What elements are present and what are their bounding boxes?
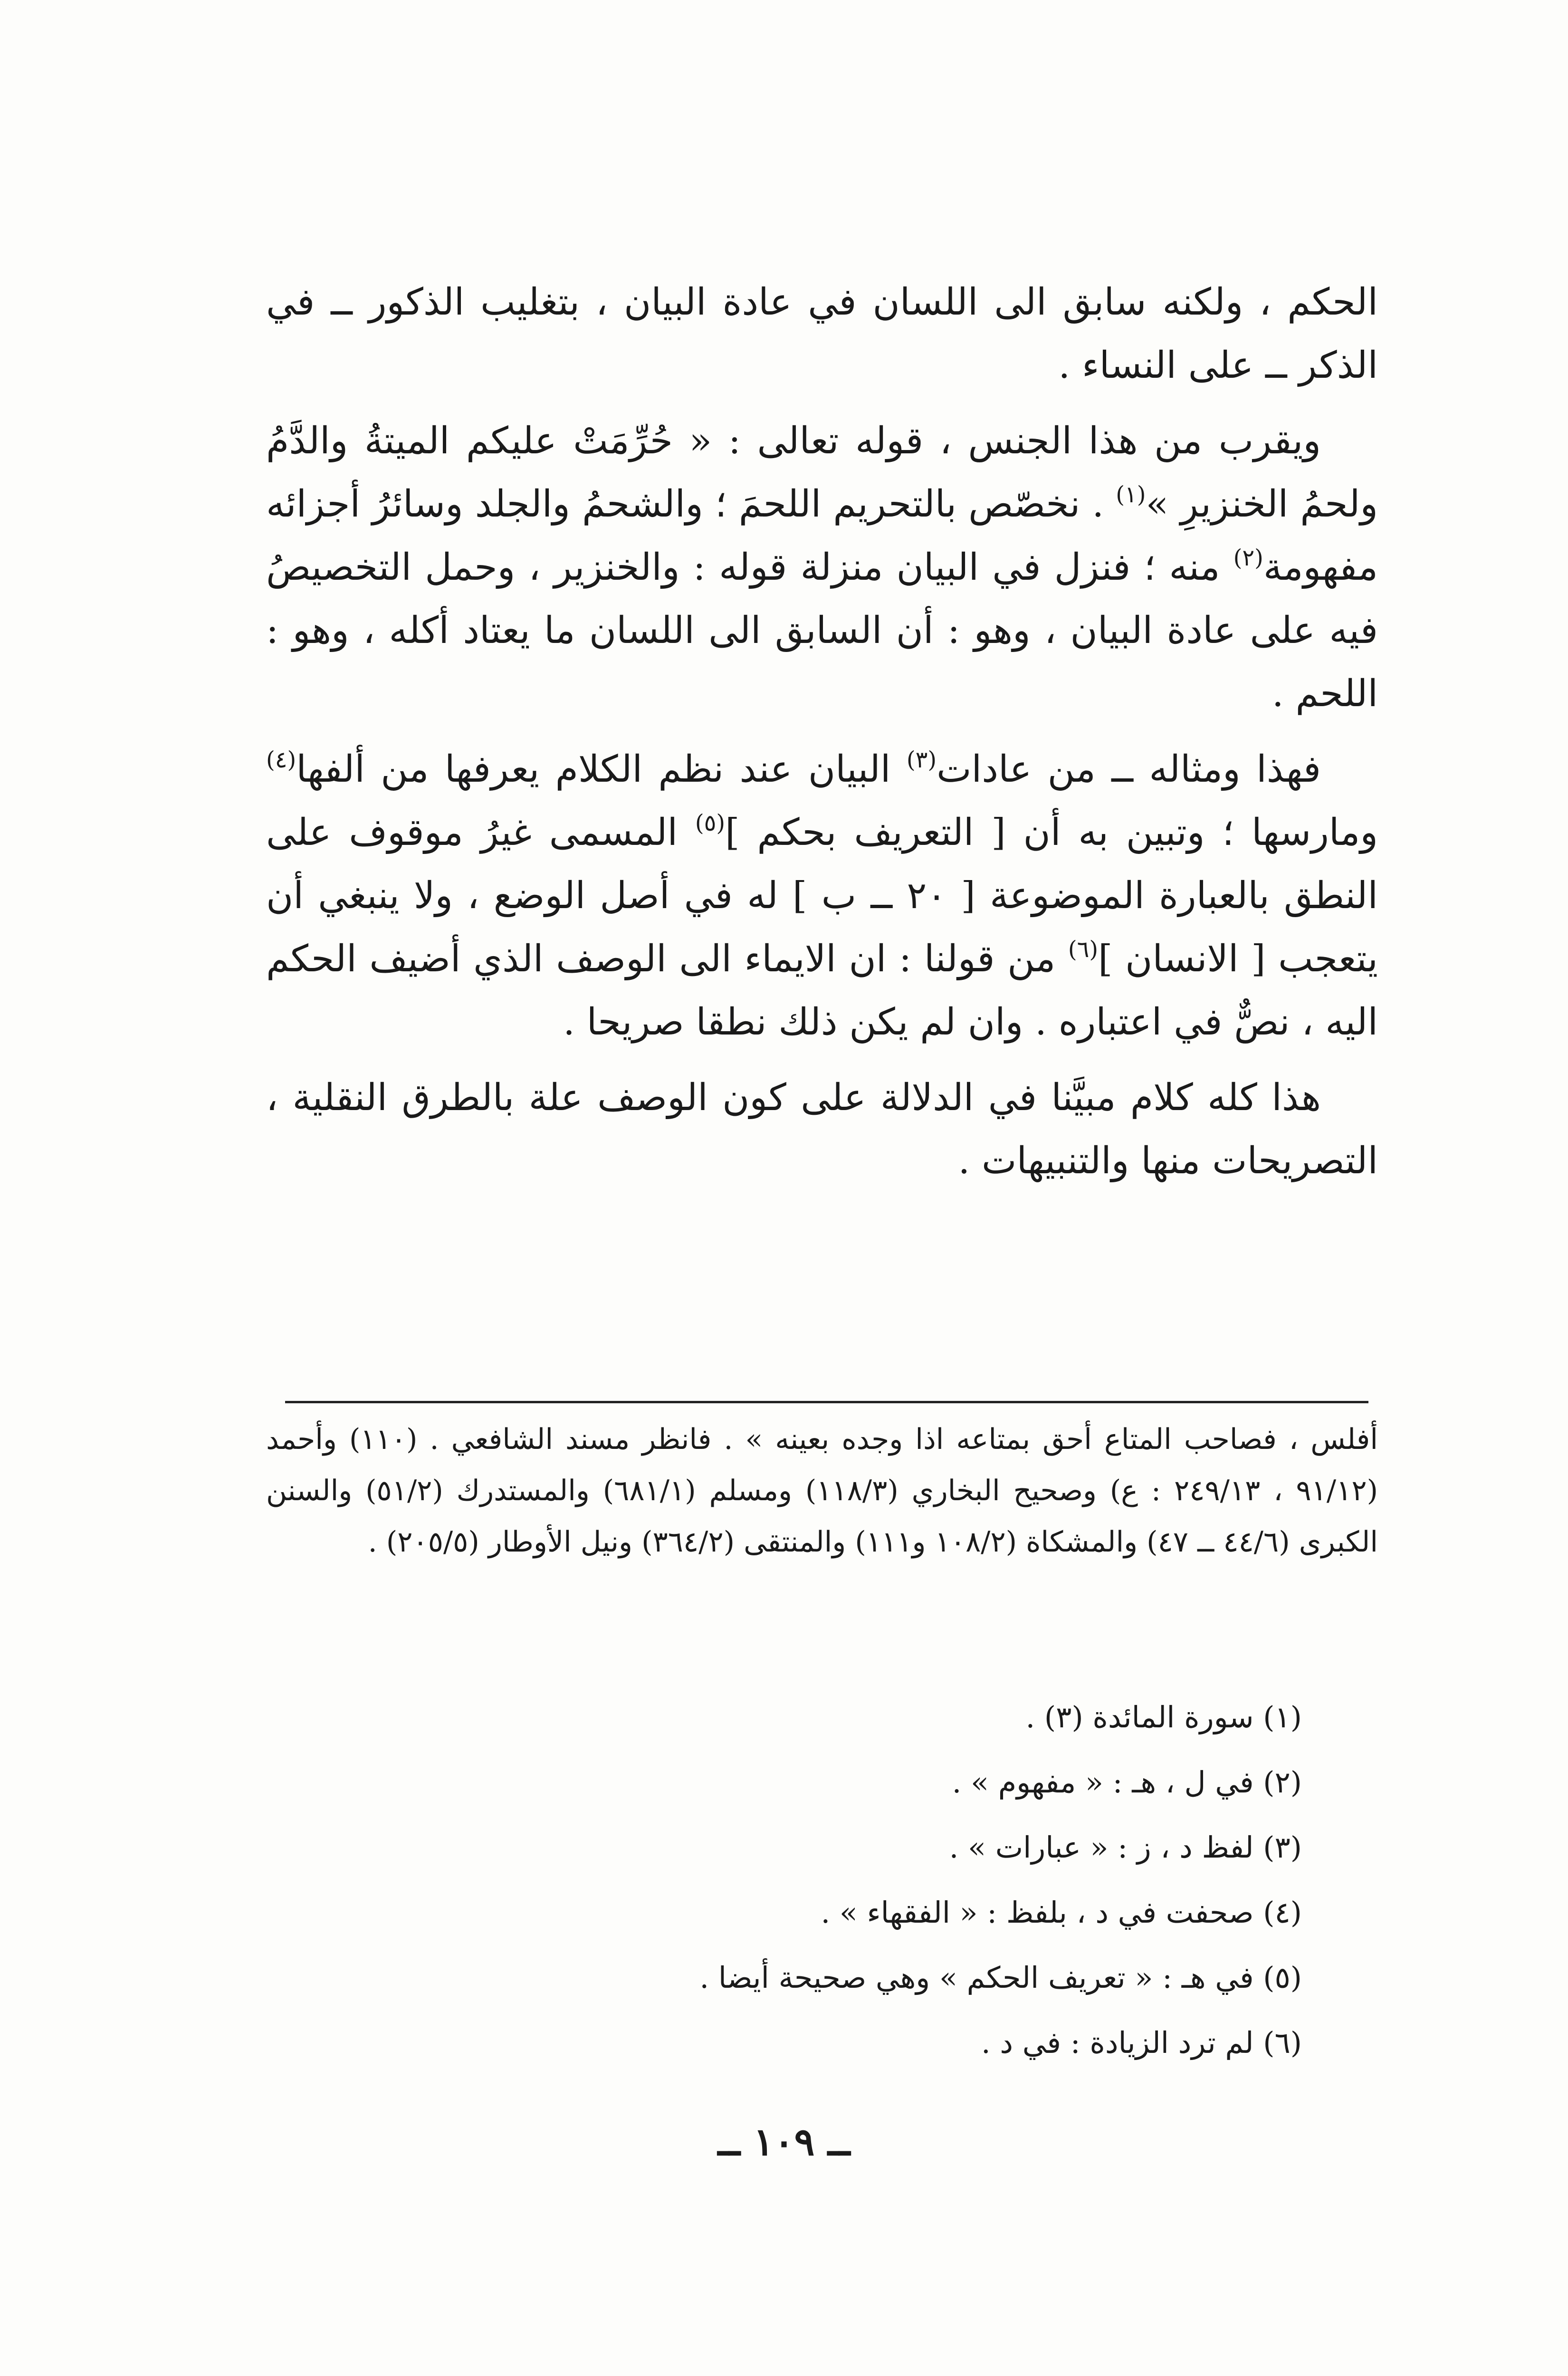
footnote-5: (٥) في هـ : « تعريف الحكم » وهي صحيحة أيضا .	[699, 1960, 1302, 1995]
paragraph-2	[266, 410, 1378, 726]
footnote-6: (٦) لم ترد الزيادة : في د .	[981, 2025, 1302, 2060]
footnote-ref-2: (٢)	[1233, 545, 1263, 571]
footnote-3: (٣) لفظ د ، ز : « عبارات » .	[949, 1830, 1302, 1865]
main-text	[266, 271, 1378, 1193]
paragraph-3-text-b: البيان عند نظم الكلام يعرفها من ألفها	[296, 748, 907, 791]
footnote-separator	[285, 1401, 1368, 1403]
footnote-ref-3: (٣)	[906, 747, 937, 773]
paragraph-2-text-b: . نخصّص بالتحريم اللحمَ ؛ والشحمُ والجلد وسائرُ أجزائه مفهومة	[266, 483, 1378, 589]
paragraph-2-text-c: منه ؛ فنزل في البيان منزلة قوله : والخنزير ، وحمل التخصيصُ فيه على عادة البيان ، وهو : أن السابق الى اللسان ما يعتاد أكله ، وهو : اللحم .	[266, 546, 1378, 715]
continued-footnote-text: أفلس ، فصاحب المتاع أحق بمتاعه اذا وجده بعينه » . فانظر مسند الشافعي . (١١٠) وأحمد (٩١/١٢ ، ٢٤٩/١٣ : ع) وصحيح البخاري (١١٨/٣) ومسلم (٦٨١/١) والمستدرك (٥١/٢) والسنن الكبرى (٤٤/٦ ــ ٤٧) والمشكاة (١٠٨/٢ و١١١) والمنتقى (٣٦٤/٢) ونيل الأوطار (٢٠٥/٥) .	[266, 1423, 1378, 1559]
page-number: ــ ١٠٩ ــ	[717, 2119, 851, 2164]
paragraph-3	[266, 738, 1378, 1054]
footnote-ref-6: (٦)	[1068, 936, 1099, 963]
footnotes-list	[352, 1685, 1302, 2075]
footnote-4: (٤) صحفت في د ، بلفظ : « الفقهاء » .	[821, 1895, 1302, 1930]
paragraph-3-text-e: من قولنا : ان الايماء الى الوصف الذي أضيف الحكم اليه ، نصٌّ في اعتباره . وان لم يكن ذلك نطقا صريحا .	[266, 938, 1378, 1044]
paragraph-1-text: الحكم ، ولكنه سابق الى اللسان في عادة البيان ، بتغليب الذكور ــ في الذكر ــ على النساء .	[266, 281, 1378, 387]
paragraph-4-text: هذا كله كلام مبيَّنا في الدلالة على كون الوصف علة بالطرق النقلية ، التصريحات منها والتنبيهات .	[266, 1076, 1378, 1182]
paragraph-1	[266, 271, 1378, 397]
footnote-1: (١) سورة المائدة (٣) .	[1025, 1700, 1302, 1734]
paragraph-4	[266, 1066, 1378, 1193]
paragraph-3-text-d: المسمى غيرُ موقوف على النطق بالعبارة الموضوعة [ ٢٠ ــ ب ] له في أصل الوضع ، ولا ينبغي أن يتعجب [ الانسان ]	[266, 811, 1378, 980]
footnote-ref-4: (٤)	[266, 747, 296, 773]
footnote-2: (٢) في ل ، هـ : « مفهوم » .	[952, 1765, 1302, 1800]
continued-footnote	[266, 1414, 1378, 1568]
paragraph-2-text-a: ويقرب من هذا الجنس ، قوله تعالى : « حُرِّمَتْ عليكم الميتةُ والدَّمُ ولحمُ الخنزيرِ »	[266, 420, 1378, 526]
paragraph-3-text-a: فهذا ومثاله ــ من عادات	[937, 748, 1321, 791]
footnote-ref-1: (١)	[1116, 481, 1146, 508]
paragraph-3-text-c: ومارسها ؛ وتبين به أن [ التعريف بحكم ]	[725, 811, 1378, 854]
footnote-ref-5: (٥)	[695, 810, 726, 836]
